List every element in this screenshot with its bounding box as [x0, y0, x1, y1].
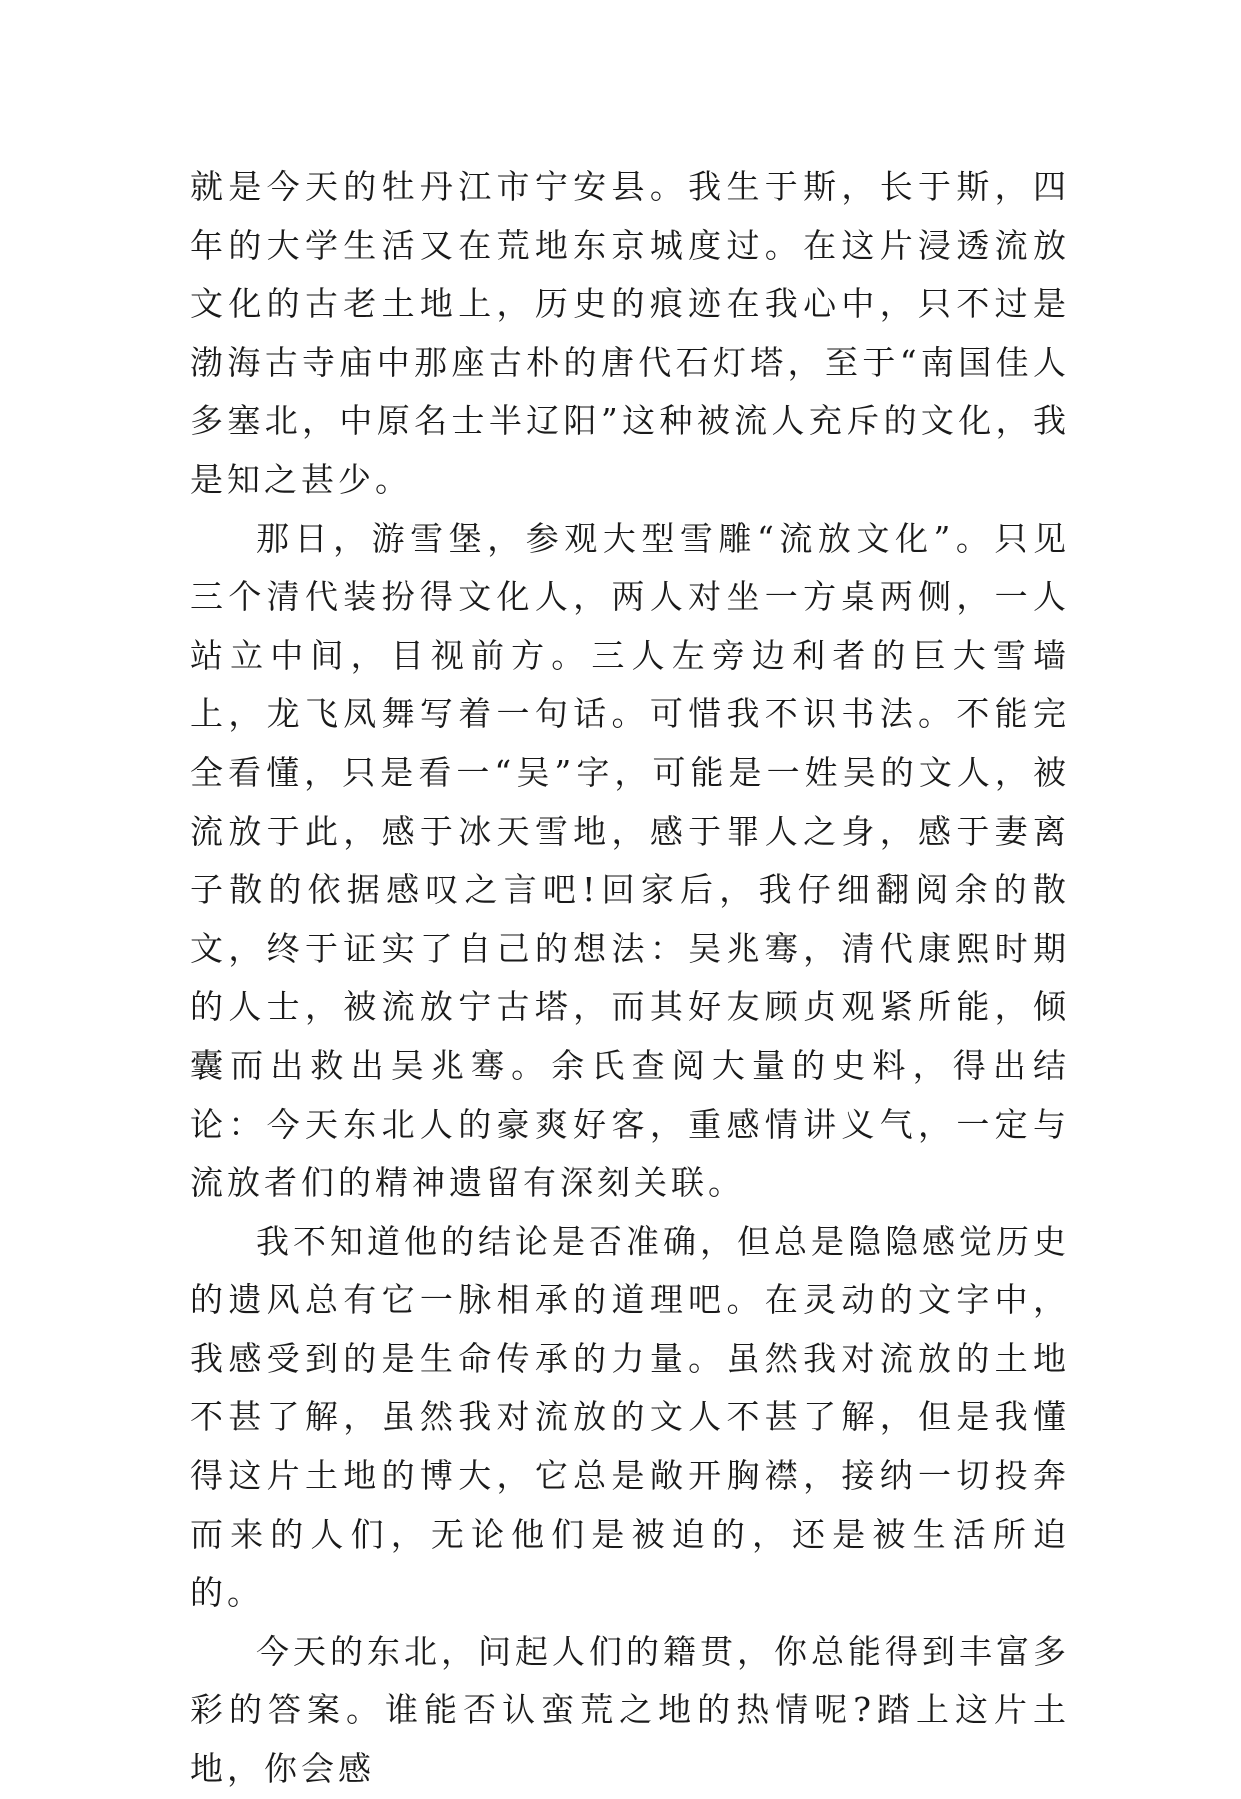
paragraph-continued: 就是今天的牡丹江市宁安县。我生于斯，长于斯，四年的大学生活又在荒地东京城度过。在这片浸透流放文化的古老土地上，历史的痕迹在我心中，只不过是渤海古寺庙中那座古朴的唐代石灯塔，至于“南国佳人多塞北，中原名士半辽阳”这种被流人充斥的文化，我是知之甚少。: [190, 167, 1070, 499]
paragraph-reflection: 我不知道他的结论是否准确，但总是隐隐感觉历史的遗风总有它一脉相承的道理吧。在灵动的文字中，我感受到的是生命传承的力量。虽然我对流放的土地不甚了解，虽然我对流放的文人不甚了解，但是我懂得这片土地的博大，它总是敞开胸襟，接纳一切投奔而来的人们，无论他们是被迫的，还是被生活所迫的。: [190, 1221, 1070, 1613]
paragraph-snow-sculpture: 那日，游雪堡，参观大型雪雕“流放文化”。只见三个清代装扮得文化人，两人对坐一方桌两侧，一人站立中间，目视前方。三人左旁边利者的巨大雪墙上，龙飞凤舞写着一句话。可惜我不识书法。不能完全看懂，只是看一“吴”字，可能是一姓吴的文人，被流放于此，感于冰天雪地，感于罪人之身，感于妻离子散的依据感叹之言吧!回家后，我仔细翻阅余的散文，终于证实了自己的想法：吴兆骞，清代康熙时期的人士，被流放宁古塔，而其好友顾贞观紧所能，倾囊而出救出吴兆骞。余氏查阅大量的史料，得出结论：今天东北人的豪爽好客，重感情讲义气，一定与流放者们的精神遗留有深刻关联。: [190, 518, 1070, 1203]
document-body: [190, 158, 1070, 1799]
paragraph-northeast-today: 今天的东北，问起人们的籍贯，你总能得到丰富多彩的答案。谁能否认蛮荒之地的热情呢?踏上这片土地，你会感: [190, 1631, 1070, 1789]
